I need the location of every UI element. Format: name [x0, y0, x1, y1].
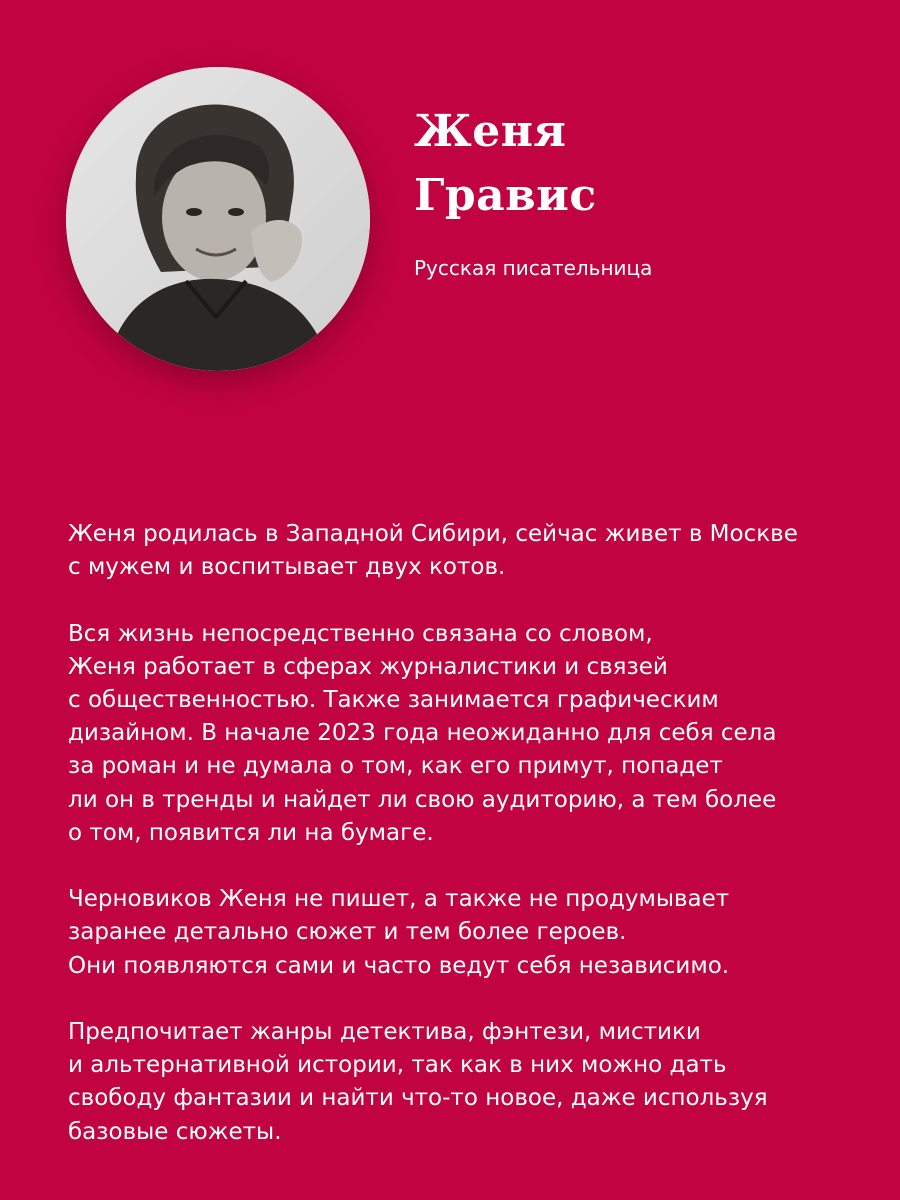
- bio-line: с мужем и воспитывает двух котов.: [68, 554, 506, 581]
- bio-line: Предпочитает жанры детектива, фэнтези, мистики: [68, 1019, 701, 1045]
- bio-line: с общественностью. Также занимается графическим: [68, 687, 719, 713]
- author-first-name: Женя: [414, 106, 567, 157]
- bio-line: за роман и не думала о том, как его примут, попадет: [68, 753, 723, 780]
- bio-line: заранее детально сюжет и тем более героев.: [68, 919, 627, 946]
- author-bio: [68, 518, 858, 1182]
- bio-line: и альтернативной истории, так как в них можно дать: [68, 1052, 727, 1079]
- bio-paragraph-1: [68, 518, 858, 584]
- bio-paragraph-2: [68, 618, 858, 850]
- bio-line: Они появляются сами и часто ведут себя независимо.: [68, 952, 730, 979]
- author-photo: [66, 67, 370, 371]
- author-subtitle: Русская писательница: [414, 256, 653, 280]
- bio-line: свободу фантазии и найти что-то новое, даже используя: [68, 1085, 768, 1112]
- author-name: [414, 100, 597, 228]
- portrait-icon: [66, 67, 370, 371]
- bio-line: Женя родилась в Западной Сибири, сейчас живет в Москве: [68, 521, 798, 547]
- bio-line: базовые сюжеты.: [68, 1118, 282, 1145]
- author-last-name: Гравис: [414, 170, 597, 221]
- bio-line: ли он в тренды и найдет ли свою аудиторию, а тем более: [68, 786, 777, 813]
- bio-paragraph-4: [68, 1016, 858, 1149]
- bio-paragraph-3: [68, 883, 858, 983]
- bio-line: дизайном. В начале 2023 года неожиданно для себя села: [68, 720, 777, 747]
- bio-line: Женя работает в сферах журналистики и связей: [68, 653, 668, 680]
- bio-line: Вся жизнь непосредственно связана со словом,: [68, 620, 653, 647]
- bio-line: Черновиков Женя не пишет, а также не продумывает: [68, 886, 730, 913]
- bio-line: о том, появится ли на бумаге.: [68, 819, 434, 846]
